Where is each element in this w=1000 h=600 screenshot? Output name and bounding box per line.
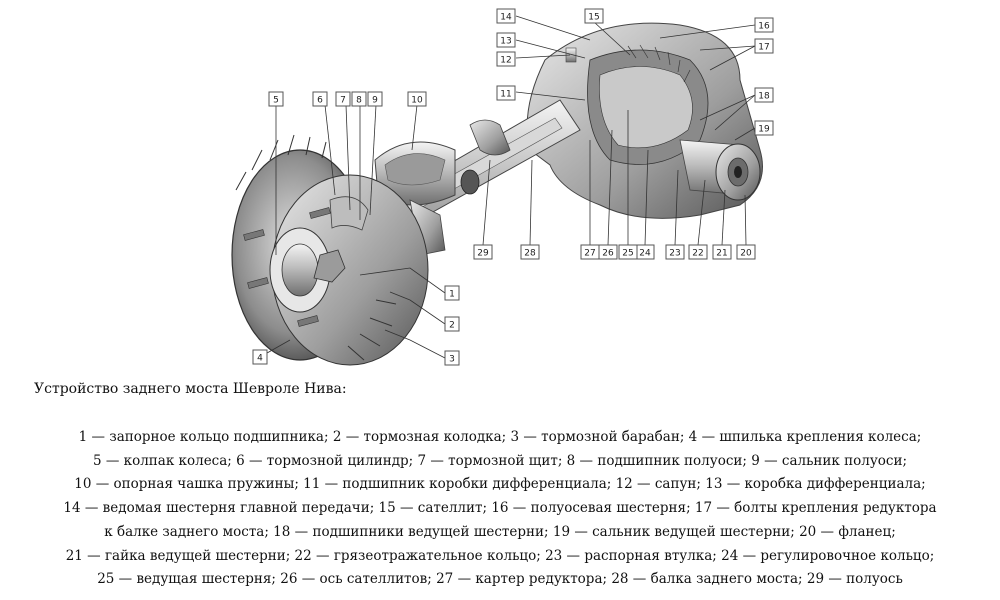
svg-text:17: 17 (758, 42, 770, 53)
callout-16 (755, 18, 773, 32)
svg-text:9: 9 (372, 95, 378, 106)
svg-text:5: 5 (273, 95, 279, 106)
legend-line: 21 — гайка ведущей шестерни; 22 — грязеотражательное кольцо; 23 — распорная втулка; 24 — регулировочное кольцо; (65, 547, 935, 564)
svg-text:14: 14 (500, 12, 512, 23)
svg-text:28: 28 (524, 248, 536, 259)
svg-text:27: 27 (584, 248, 596, 259)
svg-text:11: 11 (500, 89, 512, 100)
parts-legend (0, 426, 1000, 592)
svg-text:13: 13 (500, 36, 512, 47)
callout-23 (666, 245, 684, 259)
svg-text:22: 22 (692, 248, 704, 259)
callout-10 (408, 92, 426, 106)
svg-text:2: 2 (449, 320, 455, 331)
callout-11 (497, 86, 515, 100)
svg-text:21: 21 (716, 248, 728, 259)
callout-1 (445, 286, 459, 300)
legend-line: 25 — ведущая шестерня; 26 — ось сателлитов; 27 — картер редуктора; 28 — балка заднего моста; 29 — полуось (97, 571, 903, 588)
callout-22 (689, 245, 707, 259)
svg-text:12: 12 (500, 55, 512, 66)
callout-20 (737, 245, 755, 259)
svg-text:10: 10 (411, 95, 423, 106)
callout-4 (253, 350, 267, 364)
callout-24 (636, 245, 654, 259)
callout-25 (619, 245, 637, 259)
callout-19 (755, 121, 773, 135)
callout-27 (581, 245, 599, 259)
callout-21 (713, 245, 731, 259)
svg-text:7: 7 (340, 95, 346, 106)
callout-9 (368, 92, 382, 106)
callout-3 (445, 351, 459, 365)
callout-7 (336, 92, 350, 106)
legend-line: к балке заднего моста; 18 — подшипники ведущей шестерни; 19 — сальник ведущей шестерни; 20 — фланец; (104, 523, 896, 540)
legend-line: 5 — колпак колеса; 6 — тормозной цилиндр; 7 — тормозной щит; 8 — подшипник полуоси; 9 — сальник полуоси; (92, 452, 908, 469)
svg-text:15: 15 (588, 12, 600, 23)
svg-text:1: 1 (449, 289, 455, 300)
callout-17 (755, 39, 773, 53)
svg-text:18: 18 (758, 91, 770, 102)
caption-title: Устройство заднего моста Шевроле Нива: (34, 381, 347, 397)
callout-2 (445, 317, 459, 331)
svg-text:24: 24 (639, 248, 651, 259)
svg-text:25: 25 (622, 248, 634, 259)
svg-text:4: 4 (257, 353, 263, 364)
legend-line: 10 — опорная чашка пружины; 11 — подшипник коробки дифференциала; 12 — сапун; 13 — коробка дифференциала; (74, 476, 926, 493)
callout-13 (497, 33, 515, 47)
svg-text:8: 8 (356, 95, 362, 106)
svg-text:26: 26 (602, 248, 614, 259)
legend-line: 1 — запорное кольцо подшипника; 2 — тормозная колодка; 3 — тормозной барабан; 4 — шпилька крепления колеса; (78, 429, 922, 445)
callout-12 (497, 52, 515, 66)
callout-8 (352, 92, 366, 106)
callout-14 (497, 9, 515, 23)
callout-15 (585, 9, 603, 23)
svg-text:6: 6 (317, 95, 323, 106)
callout-29 (474, 245, 492, 259)
callout-5 (269, 92, 283, 106)
svg-text:19: 19 (758, 124, 770, 135)
callout-26 (599, 245, 617, 259)
svg-text:23: 23 (669, 248, 681, 259)
callout-28 (521, 245, 539, 259)
svg-text:20: 20 (740, 248, 752, 259)
svg-text:16: 16 (758, 21, 770, 32)
svg-text:29: 29 (477, 248, 489, 259)
legend-line: 14 — ведомая шестерня главной передачи; 15 — сателлит; 16 — полуосевая шестерня; 17 — болты крепления редуктора (63, 500, 937, 517)
callout-18 (755, 88, 773, 102)
callout-6 (313, 92, 327, 106)
svg-text:3: 3 (449, 354, 455, 365)
